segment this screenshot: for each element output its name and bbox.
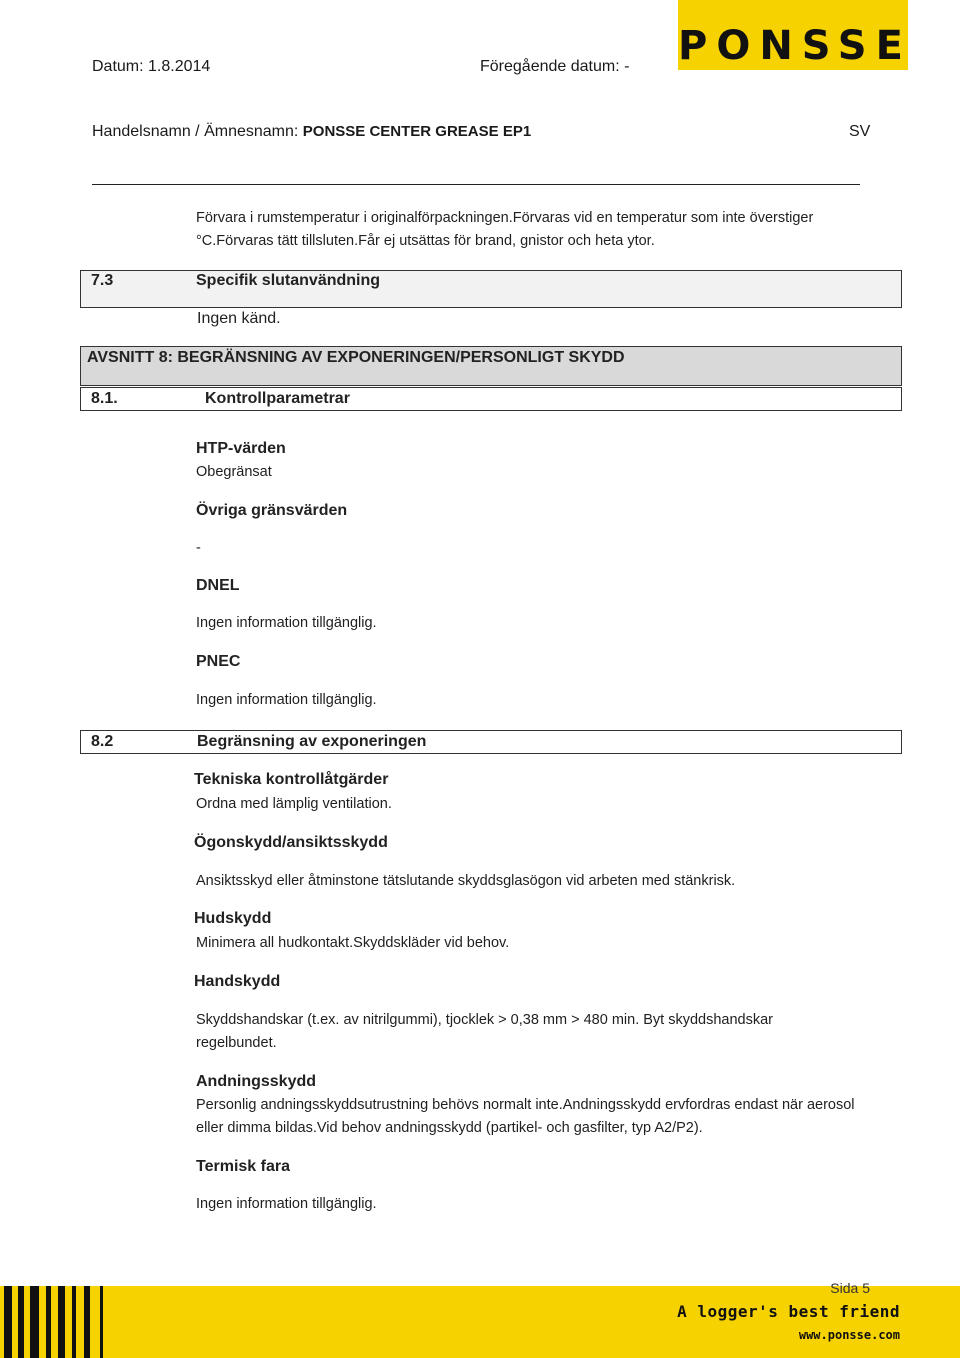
- section-8-header: [80, 346, 902, 386]
- language-code: SV: [849, 123, 871, 140]
- thermal-hazard-heading: Termisk fara: [196, 1158, 290, 1175]
- header-divider: [92, 184, 860, 185]
- thermal-hazard-text: Ingen information tillgänglig.: [196, 1196, 377, 1212]
- section-8-title: AVSNITT 8: BEGRÄNSNING AV EXPONERINGEN/PERSONLIGT SKYDD: [87, 349, 625, 366]
- trade-name-label: Handelsnamn / Ämnesnamn:: [92, 123, 303, 140]
- document-date: Datum: 1.8.2014: [92, 58, 211, 75]
- technical-controls-heading: Tekniska kontrollåtgärder: [194, 771, 389, 788]
- other-limits-heading: Övriga gränsvärden: [196, 502, 348, 519]
- respiratory-protection-text-2: eller dimma bildas.Vid behov andningsskydd (partikel- och gasfilter, typ A2/P2).: [196, 1120, 703, 1136]
- respiratory-protection-heading: Andningsskydd: [196, 1073, 317, 1090]
- stripe: [46, 1286, 51, 1358]
- htp-text: Obegränsat: [196, 464, 272, 480]
- htp-heading: HTP-värden: [196, 440, 286, 457]
- other-limits-text: -: [196, 540, 201, 556]
- trade-name: [92, 123, 531, 141]
- storage-line-1: Förvara i rumstemperatur i originalförpackningen.Förvaras vid en temperatur som inte överstiger: [196, 210, 814, 226]
- footer-slogan: A logger's best friend: [677, 1302, 900, 1321]
- footer-website: www.ponsse.com: [798, 1328, 900, 1342]
- section-8-1-title: Kontrollparametrar: [205, 390, 350, 407]
- ponsse-logo: [678, 0, 912, 70]
- logo-text: PONSSE: [678, 23, 912, 69]
- stripe: [72, 1286, 76, 1358]
- section-8-1-number: 8.1.: [91, 390, 118, 407]
- technical-controls-text: Ordna med lämplig ventilation.: [196, 796, 392, 812]
- section-8-2-number: 8.2: [91, 733, 114, 750]
- section-7-3-title: Specifik slutanvändning: [196, 272, 381, 289]
- skin-protection-text: Minimera all hudkontakt.Skyddskläder vid behov.: [196, 935, 510, 951]
- hand-protection-text-1: Skyddshandskar (t.ex. av nitrilgummi), tjocklek > 0,38 mm > 480 min. Byt skyddshandskar: [196, 1012, 774, 1028]
- dnel-text: Ingen information tillgänglig.: [196, 615, 377, 631]
- section-8-2-box: [80, 730, 902, 754]
- footer-stripes: [0, 1286, 110, 1358]
- section-8-1-box: [80, 387, 902, 411]
- stripe: [18, 1286, 24, 1358]
- stripe: [58, 1286, 65, 1358]
- hand-protection-text-2: regelbundet.: [196, 1035, 277, 1051]
- section-7-3-number: 7.3: [91, 272, 114, 289]
- section-7-3-box: [80, 270, 902, 308]
- section-7-3-text: Ingen känd.: [197, 310, 281, 327]
- dnel-heading: DNEL: [196, 577, 240, 594]
- trade-name-value: PONSSE CENTER GREASE EP1: [302, 123, 532, 140]
- eye-protection-text: Ansiktsskyd eller åtminstone tätslutande skyddsglasögon vid arbeten med stänkrisk.: [196, 873, 736, 889]
- footer-band: [0, 1280, 960, 1358]
- skin-protection-heading: Hudskydd: [194, 910, 272, 927]
- stripe: [84, 1286, 90, 1358]
- stripe: [100, 1286, 103, 1358]
- eye-protection-heading: Ögonskydd/ansiktsskydd: [194, 834, 388, 851]
- page-number: Sida 5: [830, 1280, 870, 1296]
- previous-date: Föregående datum: -: [480, 58, 630, 75]
- pnec-heading: PNEC: [196, 653, 241, 670]
- hand-protection-heading: Handskydd: [194, 973, 281, 990]
- pnec-text: Ingen information tillgänglig.: [196, 692, 377, 708]
- respiratory-protection-text-1: Personlig andningsskyddsutrustning behövs normalt inte.Andningsskydd ervfordras endast när aerosol: [196, 1097, 855, 1113]
- storage-line-2: °C.Förvaras tätt tillsluten.Får ej utsättas för brand, gnistor och heta ytor.: [196, 233, 655, 249]
- stripe: [30, 1286, 39, 1358]
- stripe: [4, 1286, 12, 1358]
- section-8-2-title: Begränsning av exponeringen: [197, 733, 427, 750]
